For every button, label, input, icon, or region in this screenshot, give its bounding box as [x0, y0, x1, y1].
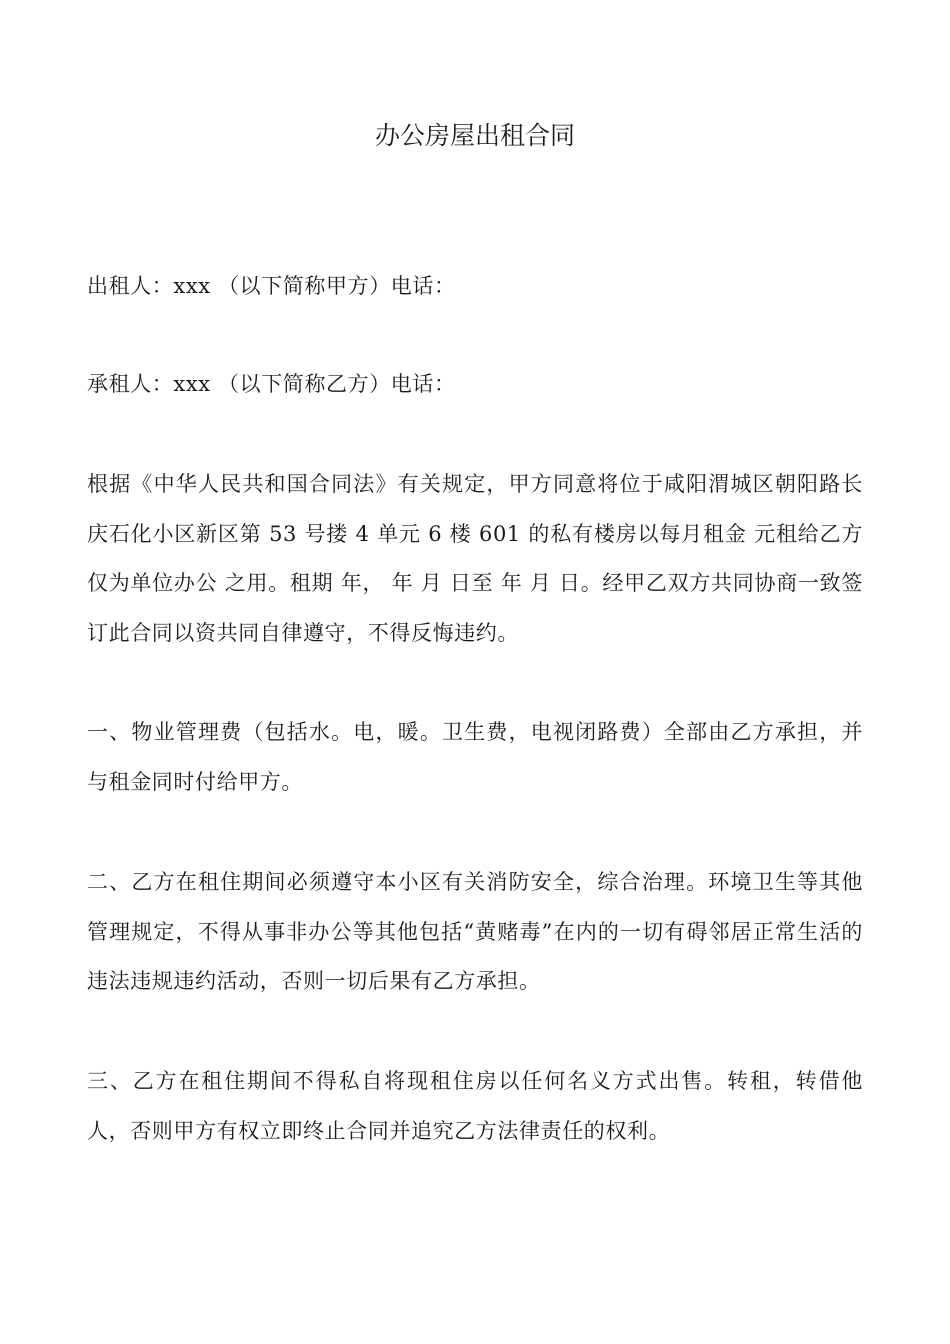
- lessee-line: 承租人：xxx （以下简称乙方）电话：: [87, 372, 456, 396]
- clause-3: 三、乙方在租住期间不得私自将现租住房以任何名义方式出售。转租，转借他人，否则甲方有权立即终止合同并追究乙方法律责任的权利。: [87, 1069, 863, 1143]
- clause-2: 二、乙方在租住期间必须遵守本小区有关消防安全，综合治理。环境卫生等其他管理规定，不得从事非办公等其他包括“黄赌毒”在内的一切有碍邻居正常生活的违法违规违约活动，否则一切后果有乙方承担。: [87, 870, 863, 993]
- document-title: 办公房屋出租合同: [374, 121, 575, 150]
- preamble-paragraph: 根据《中华人民共和国合同法》有关规定，甲方同意将位于咸阳渭城区朝阳路长庆石化小区新区第 53 号搂 4 单元 6 楼 601 的私有楼房以每月租金 元租给乙方仅为单位办公 之用。租期 年， 年 月 日至 年 月 日。经甲乙双方共同协商一致签订此合同以资共同自律遵守，不得反悔违约。: [87, 472, 863, 645]
- clause-1: 一、物业管理费（包括水。电，暖。卫生费，电视闭路费）全部由乙方承担，并与租金同时付给甲方。: [87, 720, 863, 794]
- lessor-line: 出租人：xxx （以下简称甲方）电话：: [87, 274, 456, 298]
